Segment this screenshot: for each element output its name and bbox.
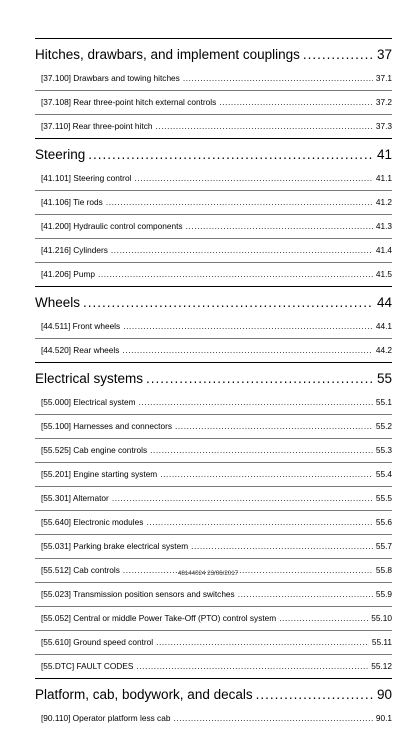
entry-title: [55.000] Electrical system [41,397,136,407]
toc-entry[interactable] [35,631,392,655]
entry-page: 55.6 [375,517,392,527]
entry-page: 55.9 [375,589,392,599]
entry-title: [55.052] Central or middle Power Take-Off (PTO) control system [41,613,277,623]
dot-leader [139,391,373,414]
toc-entry[interactable] [35,339,392,362]
entry-title: [41.200] Hydraulic control components [41,221,183,231]
toc-entry[interactable] [35,607,392,631]
entry-page: 37.3 [375,121,392,131]
section-title: Electrical systems [35,371,144,386]
entry-page: 41.1 [375,173,392,183]
entry-page: 55.5 [375,493,392,503]
entry-page: 41.5 [375,269,392,279]
entry-page: 55.10 [371,613,392,623]
toc-entry[interactable] [35,415,392,439]
section-title: Steering [35,147,86,162]
dot-leader [111,239,373,262]
toc-entry[interactable] [35,91,392,115]
dot-leader [146,511,372,534]
dot-leader [155,115,372,138]
entry-title: [55.640] Electronic modules [41,517,144,527]
toc-entry[interactable] [35,191,392,215]
dot-leader [88,142,374,167]
entry-page: 55.2 [375,421,392,431]
dot-leader [186,215,373,238]
entry-page: 55.11 [371,637,392,647]
entry-page: 44.1 [375,321,392,331]
toc-entry[interactable] [35,391,392,415]
toc-entry[interactable] [35,707,392,730]
entry-page: 37.2 [375,97,392,107]
entry-title: [41.206] Pump [41,269,95,279]
toc-entry[interactable] [35,263,392,286]
toc-entry[interactable] [35,439,392,463]
section-page: 41 [376,147,392,162]
table-of-contents [35,38,392,730]
entry-title: [44.520] Rear wheels [41,345,120,355]
entry-page: 55.8 [375,565,392,575]
dot-leader [156,631,369,654]
toc-entry[interactable] [35,67,392,91]
dot-leader [191,535,373,558]
dot-leader [146,366,374,391]
toc-entry[interactable] [35,487,392,511]
section-title: Hitches, drawbars, and implement couplings [35,47,300,62]
entry-title: [55.301] Alternator [41,493,109,503]
toc-section-steering [35,138,392,286]
entry-title: [55.512] Cab controls [41,565,120,575]
dot-leader [183,67,373,90]
dot-leader [173,707,372,730]
dot-leader [279,607,368,630]
toc-entry[interactable] [35,167,392,191]
toc-entry[interactable] [35,215,392,239]
entry-page: 55.3 [375,445,392,455]
entry-title: [37.108] Rear three-point hitch external controls [41,97,217,107]
dot-leader [122,339,372,362]
section-title: Platform, cab, bodywork, and decals [35,687,253,702]
dot-leader [238,583,373,606]
section-heading[interactable] [35,39,392,67]
section-heading[interactable] [35,287,392,315]
toc-section-electrical [35,362,392,678]
dot-leader [136,655,368,678]
entry-title: [55.DTC] FAULT CODES [41,661,134,671]
entry-page: 55.12 [371,661,392,671]
entry-title: [90.110] Operator platform less cab [41,713,171,723]
entry-title: [37.110] Rear three-point hitch [41,121,153,131]
section-page: 37 [376,47,392,62]
entry-page: 41.3 [375,221,392,231]
dot-leader [175,415,373,438]
section-heading[interactable] [35,363,392,391]
toc-section-hitches [35,38,392,138]
entry-page: 55.1 [375,397,392,407]
entry-title: [55.610] Ground speed control [41,637,154,647]
entry-page: 37.1 [375,73,392,83]
entry-page: 41.4 [375,245,392,255]
toc-entry[interactable] [35,115,392,138]
entry-title: [41.101] Steering control [41,173,132,183]
page-footer: 48144024 23/06/2017 [177,570,239,577]
toc-section-platform [35,678,392,730]
toc-entry[interactable] [35,239,392,263]
toc-entry[interactable] [35,511,392,535]
entry-title: [44.511] Front wheels [41,321,121,331]
entry-page: 55.4 [375,469,392,479]
dot-leader [98,263,373,286]
dot-leader [303,42,374,67]
toc-entry[interactable] [35,535,392,559]
section-heading[interactable] [35,139,392,167]
entry-page: 90.1 [375,713,392,723]
toc-entry[interactable] [35,655,392,678]
dot-leader [106,191,373,214]
dot-leader [150,439,373,462]
entry-title: [41.106] Tie rods [41,197,103,207]
section-page: 55 [376,371,392,386]
dot-leader [256,682,374,707]
section-heading[interactable] [35,679,392,707]
dot-leader [123,315,373,338]
section-page: 90 [376,687,392,702]
entry-title: [55.100] Harnesses and connectors [41,421,172,431]
entry-page: 44.2 [375,345,392,355]
dot-leader [112,487,373,510]
dot-leader [160,463,373,486]
entry-title: [55.201] Engine starting system [41,469,158,479]
toc-entry[interactable] [35,463,392,487]
entry-page: 41.2 [375,197,392,207]
entry-title: [55.023] Transmission position sensors and switches [41,589,235,599]
dot-leader [83,290,374,315]
section-page: 44 [376,295,392,310]
dot-leader [134,167,372,190]
toc-section-wheels [35,286,392,362]
section-title: Wheels [35,295,81,310]
entry-title: [41.216] Cylinders [41,245,108,255]
toc-entry[interactable] [35,315,392,339]
entry-title: [55.525] Cab engine controls [41,445,148,455]
entry-page: 55.7 [375,541,392,551]
entry-title: [37.100] Drawbars and towing hitches [41,73,180,83]
entry-title: [55.031] Parking brake electrical system [41,541,189,551]
dot-leader [219,91,373,114]
toc-entry[interactable] [35,583,392,607]
